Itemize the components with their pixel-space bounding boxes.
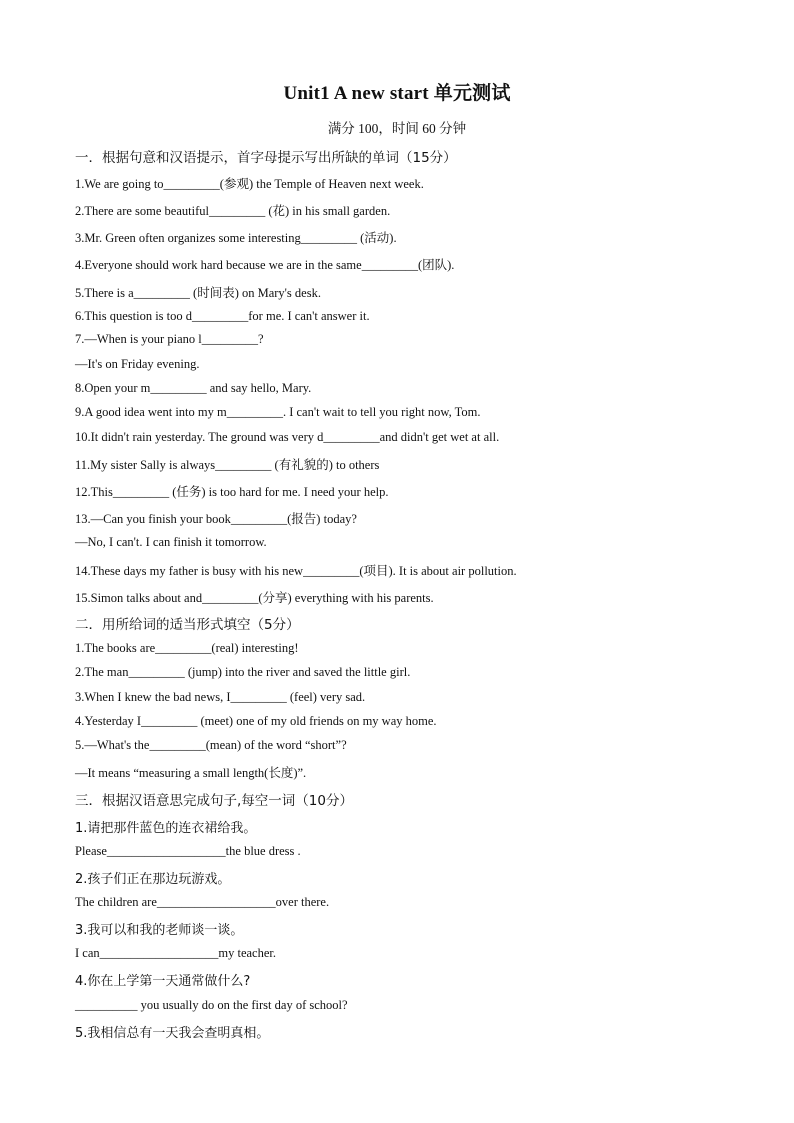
question-line: The children are___________________over there. <box>75 895 330 909</box>
question-line: 6.This question is too d_________for me. I can't answer it. <box>75 309 370 323</box>
question-line: 1.The books are_________(real) interesting! <box>75 641 299 655</box>
question-line: 3.Mr. Green often organizes some interesting_________ (活动). <box>75 231 397 245</box>
question-line: 15.Simon talks about and_________(分享) everything with his parents. <box>75 591 434 605</box>
answer-line: —It's on Friday evening. <box>75 357 200 371</box>
question-line: I can___________________my teacher. <box>75 946 276 960</box>
prompt-line: 2.孩子们正在那边玩游戏。 <box>75 872 231 887</box>
answer-line: —It means “measuring a small length(长度)”. <box>75 766 307 780</box>
prompt-line: 5.我相信总有一天我会查明真相。 <box>75 1026 270 1041</box>
question-line: 4.Everyone should work hard because we are in the same_________(团队). <box>75 258 455 272</box>
score-time-text: 满分 100，时间 60 分钟 <box>327 121 467 136</box>
question-line: 4.Yesterday I_________ (meet) one of my old friends on my way home. <box>75 714 437 728</box>
question-line: 3.When I knew the bad news, I_________ (feel) very sad. <box>75 690 366 704</box>
score-time-info <box>0 117 794 137</box>
question-line: 2.The man_________ (jump) into the river and saved the little girl. <box>75 665 411 679</box>
question-line: Please___________________the blue dress . <box>75 844 301 858</box>
question-line: __________ you usually do on the first day of school? <box>75 998 348 1012</box>
question-line: 14.These days my father is busy with his new_________(项目). It is about air pollution. <box>75 564 517 578</box>
question-line: 13.—Can you finish your book_________(报告) today? <box>75 512 357 526</box>
question-line: 11.My sister Sally is always_________ (有礼貌的) to others <box>75 458 380 472</box>
question-line: 5.There is a_________ (时间表) on Mary's desk. <box>75 286 321 300</box>
question-line: 12.This_________ (任务) is too hard for me. I need your help. <box>75 485 389 499</box>
question-line: 8.Open your m_________ and say hello, Mary. <box>75 381 312 395</box>
question-line: 5.—What's the_________(mean) of the word “short”? <box>75 738 347 752</box>
question-line: 1.We are going to_________(参观) the Temple of Heaven next week. <box>75 177 424 191</box>
page-title: Unit1 A new start 单元测试 <box>283 83 511 104</box>
question-line: 10.It didn't rain yesterday. The ground was very d_________and didn't get wet at all. <box>75 430 500 444</box>
section-2-heading: 二．用所给词的适当形式填空（5分） <box>75 617 300 633</box>
question-line: 2.There are some beautiful_________ (花) in his small garden. <box>75 204 391 218</box>
section-3-heading: 三．根据汉语意思完成句子,每空一词（10分） <box>75 793 353 809</box>
prompt-line: 4.你在上学第一天通常做什么? <box>75 974 251 989</box>
answer-line: —No, I can't. I can finish it tomorrow. <box>75 535 267 549</box>
question-line: 7.—When is your piano l_________? <box>75 332 264 346</box>
question-line: 9.A good idea went into my m_________. I can't wait to tell you right now, Tom. <box>75 405 481 419</box>
prompt-line: 1.请把那件蓝色的连衣裙给我。 <box>75 821 257 836</box>
prompt-line: 3.我可以和我的老师谈一谈。 <box>75 923 244 938</box>
section-1-heading: 一．根据句意和汉语提示，首字母提示写出所缺的单词（15分） <box>75 150 457 166</box>
